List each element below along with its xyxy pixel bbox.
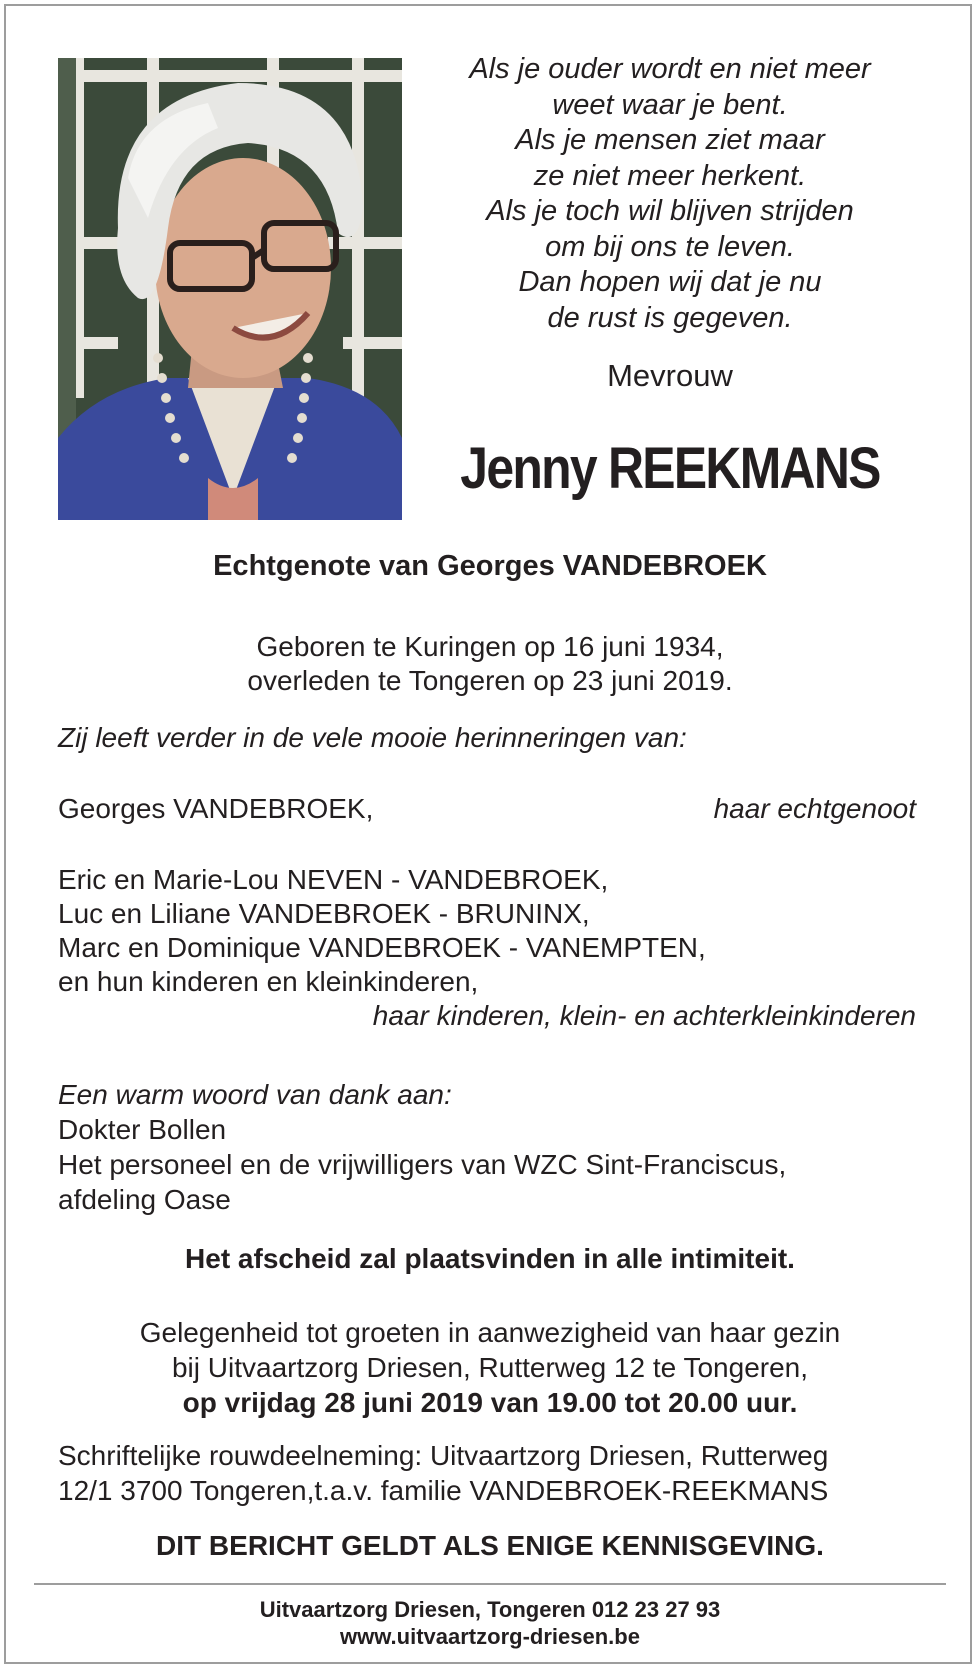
condolence-address [58,1438,928,1508]
poem-line: om bij ons te leven. [545,230,795,263]
death-line: overleden te Tongeren op 23 juni 2019. [247,665,733,696]
poem-line: ze niet meer herkent. [533,159,807,192]
notice-statement: DIT BERICHT GELDT ALS ENIGE KENNISGEVING. [156,1530,824,1561]
spouse-name: Georges VANDEBROEK, [58,793,374,824]
visitation-line: bij Uitvaartzorg Driesen, Rutterweg 12 te Tongeren, [171,1352,809,1383]
footer-website[interactable]: www.uitvaartzorg-driesen.be [340,1624,640,1649]
child-line: Eric en Marie-Lou NEVEN - VANDEBROEK, [58,864,609,895]
birth-death-dates [0,630,980,698]
child-line: Marc en Dominique VANDEBROEK - VANEMPTEN, [58,932,706,963]
thanks-section [58,1077,918,1217]
salutation: Mevrouw [607,358,733,393]
poem-line: weet waar je bent. [552,88,788,121]
poem-line: de rust is gegeven. [547,301,793,334]
thanks-heading: Een warm woord van dank aan: [58,1079,452,1110]
poem [430,52,910,336]
children-entry [58,863,916,1033]
child-line: Luc en Liliane VANDEBROEK - BRUNINX, [58,898,590,929]
children-relation: haar kinderen, klein- en achterkleinkinderen [372,1000,916,1031]
farewell-statement: Het afscheid zal plaatsvinden in alle intimiteit. [185,1243,795,1274]
birth-line: Geboren te Kuringen op 16 juni 1934, [256,631,724,662]
poem-line: Als je ouder wordt en niet meer [469,53,871,85]
portrait-photo [58,58,402,520]
footer-contact: Uitvaartzorg Driesen, Tongeren 012 23 27 93 [259,1597,721,1622]
poem-line: Als je mensen ziet maar [515,124,825,156]
spouse-line: Echtgenote van Georges VANDEBROEK [213,550,767,582]
child-line: en hun kinderen en kleinkinderen, [58,966,479,997]
visitation-line: Gelegenheid tot groeten in aanwezigheid van haar gezin [139,1317,841,1348]
poem-line: Dan hopen wij dat je nu [518,266,822,298]
condolence-line: Schriftelijke rouwdeelneming: Uitvaartzorg Driesen, Rutterweg [58,1440,829,1471]
deceased-name: Jenny REEKMANS [460,436,880,501]
thanks-line: Dokter Bollen [58,1114,227,1145]
portrait-illustration [58,58,402,520]
spouse-entry [58,792,916,826]
divider [34,1583,946,1585]
condolence-line: 12/1 3700 Tongeren,t.a.v. familie VANDEBROEK-REEKMANS [58,1475,829,1506]
visitation-time: op vrijdag 28 juni 2019 van 19.00 tot 20.00 uur. [182,1387,798,1418]
visitation-info [0,1315,980,1420]
memory-intro: Zij leeft verder in de vele mooie herinneringen van: [58,722,687,753]
poem-line: Als je toch wil blijven strijden [486,195,854,227]
footer [0,1596,980,1650]
thanks-line: Het personeel en de vrijwilligers van WZC Sint-Franciscus, [58,1149,787,1180]
thanks-line: afdeling Oase [58,1184,231,1215]
spouse-relation: haar echtgenoot [713,793,916,824]
